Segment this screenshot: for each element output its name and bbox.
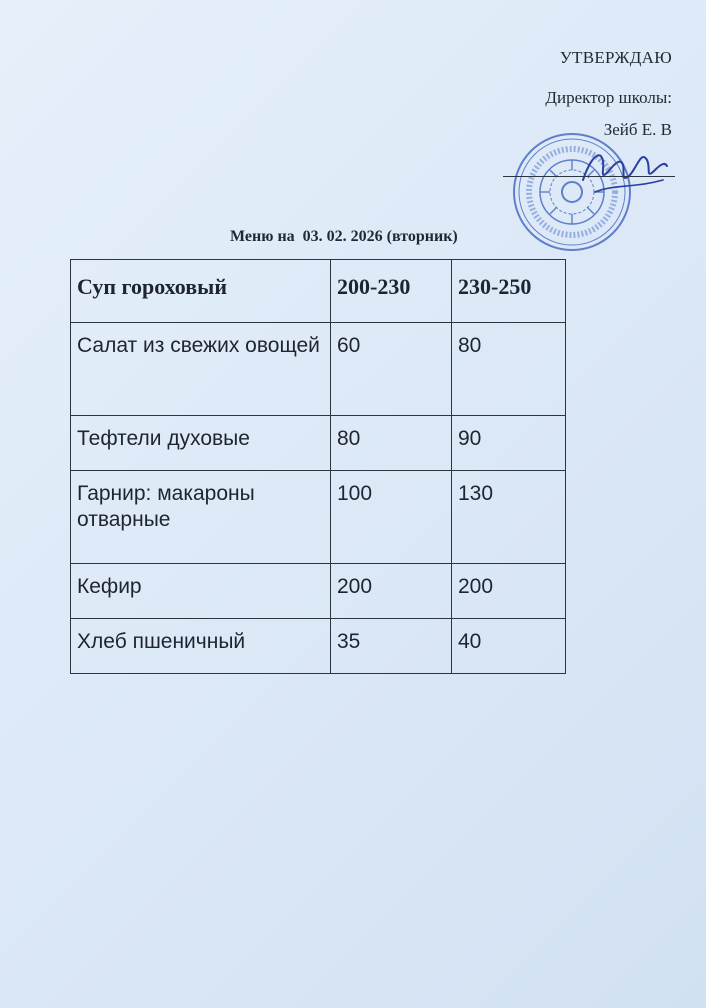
portion-large: 40 <box>452 619 566 674</box>
header-portion-small: 200-230 <box>331 260 452 323</box>
menu-title: Меню на 03. 02. 2026 (вторник) <box>230 228 458 245</box>
dish-name: Хлеб пшеничный <box>71 619 331 674</box>
signature-line <box>503 176 675 177</box>
portion-small: 200 <box>331 564 452 619</box>
dish-name: Салат из свежих овощей <box>71 323 331 416</box>
header-portion-large: 230-250 <box>452 260 566 323</box>
handwritten-signature-icon <box>575 140 670 200</box>
header-dish: Суп гороховый <box>71 260 331 323</box>
dish-name: Тефтели духовые <box>71 416 331 471</box>
portion-small: 35 <box>331 619 452 674</box>
dish-name: Гарнир: макароны отварные <box>71 471 331 564</box>
table-header-row <box>71 260 566 323</box>
menu-table <box>70 259 566 674</box>
portion-large: 80 <box>452 323 566 416</box>
portion-small: 80 <box>331 416 452 471</box>
portion-large: 90 <box>452 416 566 471</box>
table-row <box>71 564 566 619</box>
table-row <box>71 471 566 564</box>
portion-large: 130 <box>452 471 566 564</box>
table-row <box>71 323 566 416</box>
approval-name: Зейб Е. В <box>603 120 672 139</box>
approval-heading: УТВЕРЖДАЮ <box>559 48 672 67</box>
portion-large: 200 <box>452 564 566 619</box>
table-row <box>71 416 566 471</box>
approval-position: Директор школы: <box>545 88 672 107</box>
portion-small: 60 <box>331 323 452 416</box>
table-row <box>71 619 566 674</box>
portion-small: 100 <box>331 471 452 564</box>
dish-name: Кефир <box>71 564 331 619</box>
